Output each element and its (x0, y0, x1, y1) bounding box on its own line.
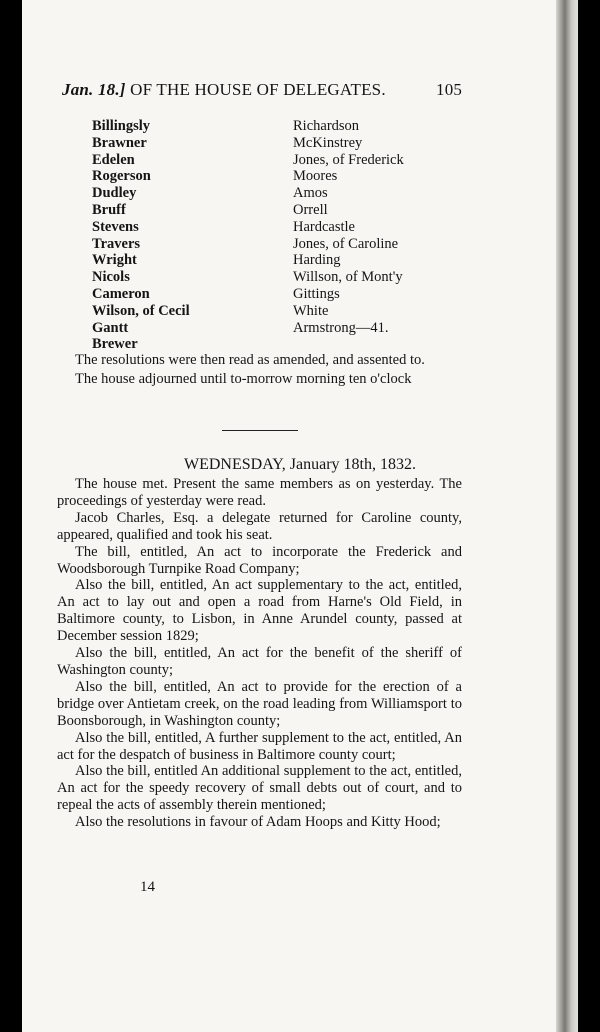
names-right-column (293, 118, 404, 336)
member-name: Amos (293, 185, 328, 202)
member-name: Orrell (293, 201, 328, 218)
running-header (62, 80, 462, 100)
member-name: Nicols (92, 269, 130, 286)
proceedings-paragraph: The house met. Present the same members as on yesterday. The proceedings of yesterday were read. (57, 476, 462, 509)
page-edge (556, 0, 578, 1032)
member-name: Rogerson (92, 168, 151, 185)
member-name: Wilson, of Cecil (92, 302, 190, 319)
header-title: OF THE HOUSE OF DELEGATES. (130, 80, 386, 99)
member-name: Travers (92, 235, 141, 252)
member-name: White (293, 302, 329, 319)
member-name: Harding (293, 252, 341, 269)
proceedings-paragraph: Also the bill, entitled An additional supplement to the act, entitled, An act for the speedy recovery of small debts out of court, and to repeal the acts of assembly therein mentioned; (57, 763, 462, 814)
resolutions-paragraph: The resolutions were then read as amended, and assented to. (75, 352, 425, 368)
member-name: Dudley (92, 185, 137, 202)
member-name: Brewer (92, 336, 138, 353)
member-name: Brawner (92, 134, 147, 151)
section-heading: WEDNESDAY, January 18th, 1832. (184, 456, 416, 473)
section-divider (222, 430, 298, 431)
proceedings-paragraph: Also the bill, entitled, An act supplementary to the act, entitled, An act to lay out and open a road from Harne's Old Field, in Baltimore county, to Lisbon, in Anne Arundel county, passed at December session 1829; (57, 577, 462, 645)
proceedings-paragraph: Also the resolutions in favour of Adam Hoops and Kitty Hood; (75, 814, 441, 831)
member-name: Gittings (293, 285, 340, 302)
proceedings-paragraph: Also the bill, entitled, An act to provide for the erection of a bridge over Antietam creek, on the road leading from Williamsport to Boonsborough, in Washington county; (57, 678, 462, 729)
member-name: Willson, of Mont'y (293, 269, 403, 286)
member-name: Cameron (92, 285, 150, 302)
proceedings-block (57, 476, 462, 831)
proceedings-paragraph: The bill, entitled, An act to incorporate the Frederick and Woodsborough Turnpike Road Company; (57, 543, 462, 577)
member-name: Stevens (92, 218, 139, 235)
member-name: Gantt (92, 319, 129, 336)
member-name: Edelen (92, 151, 135, 168)
proceedings-paragraph: Also the bill, entitled, An act for the benefit of the sheriff of Washington county; (57, 645, 462, 678)
closing-block (57, 352, 462, 388)
member-name: Wright (92, 252, 137, 269)
page-number: 105 (436, 80, 463, 99)
proceedings-paragraph: Also the bill, entitled, A further supplement to the act, entitled, An act for the despatch of business in Baltimore county court; (57, 729, 462, 763)
member-name: Billingsly (92, 118, 151, 134)
member-name: McKinstrey (293, 134, 363, 151)
member-name: Bruff (92, 201, 126, 218)
member-name: Armstrong—41. (293, 319, 389, 336)
signature-mark: 14 (140, 879, 155, 895)
header-date: Jan. 18.] (62, 80, 126, 99)
member-name: Moores (293, 168, 338, 185)
names-left-column (92, 118, 190, 353)
member-name: Jones, of Frederick (293, 151, 404, 168)
adjourned-paragraph: The house adjourned until to-morrow morning ten o'clock (75, 370, 412, 387)
member-name: Hardcastle (293, 218, 355, 235)
proceedings-paragraph: Jacob Charles, Esq. a delegate returned for Caroline county, appeared, qualified and took his seat. (57, 509, 462, 543)
member-name: Jones, of Caroline (293, 235, 399, 252)
member-name: Richardson (293, 118, 360, 134)
